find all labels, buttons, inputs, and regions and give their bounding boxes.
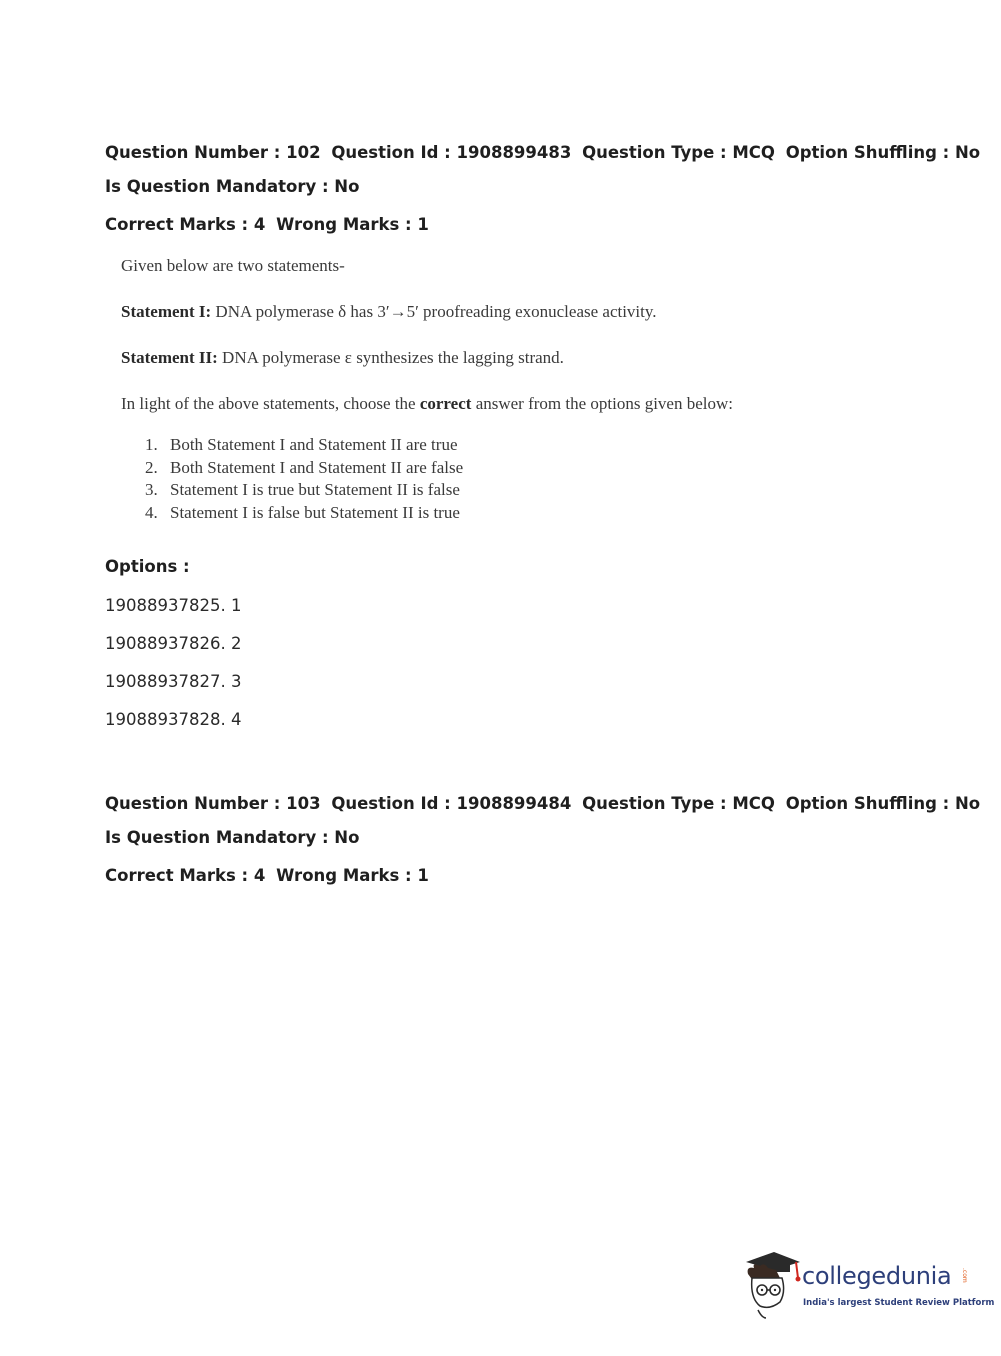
- question-103-header: [105, 793, 981, 887]
- question-number: Question Number : 103: [105, 794, 321, 813]
- options-heading: Options :: [105, 557, 190, 576]
- question-id: Question Id : 1908899483: [331, 143, 572, 162]
- statement-2-text: DNA polymerase ε synthesizes the lagging strand.: [222, 348, 564, 367]
- question-102-header: [105, 142, 981, 236]
- logo-tagline: India's largest Student Review Platform: [803, 1298, 995, 1308]
- question-type: Question Type : MCQ: [582, 143, 775, 162]
- choice-text: Statement I is false but Statement II is true: [170, 503, 460, 523]
- question-prompt: [121, 394, 733, 414]
- correct-marks: Correct Marks : 4: [105, 215, 266, 234]
- choice-item: [145, 434, 463, 457]
- statement-2-label: Statement II:: [121, 348, 218, 367]
- option-row: 19088937828. 4: [105, 710, 242, 729]
- logo-wordmark: collegedunia: [802, 1262, 952, 1290]
- question-meta-line: [105, 793, 981, 815]
- choice-number: 3.: [145, 480, 158, 500]
- option-row: 19088937827. 3: [105, 672, 242, 691]
- option-row: 19088937825. 1: [105, 596, 242, 615]
- choice-item: [145, 457, 463, 480]
- logo-suffix: .com: [961, 1268, 968, 1283]
- option-row: 19088937826. 2: [105, 634, 242, 653]
- choice-text: Statement I is true but Statement II is false: [170, 480, 460, 500]
- question-intro: Given below are two statements-: [121, 256, 345, 275]
- option-shuffling: Option Shuffling : No: [785, 794, 981, 813]
- question-mandatory: Is Question Mandatory : No: [105, 177, 360, 196]
- statement-2: [121, 348, 564, 368]
- collegedunia-logo[interactable]: [740, 1248, 995, 1320]
- statement-1: [121, 302, 657, 322]
- wrong-marks: Wrong Marks : 1: [276, 866, 429, 885]
- question-meta-line: [105, 142, 981, 164]
- prompt-bold: correct: [419, 394, 472, 413]
- choice-number: 2.: [145, 457, 158, 477]
- question-type: Question Type : MCQ: [582, 794, 775, 813]
- prompt-after: answer from the options given below:: [475, 394, 733, 413]
- choice-text: Both Statement I and Statement II are true: [170, 435, 458, 454]
- choice-number: 4.: [145, 503, 158, 523]
- mascot-icon: [740, 1248, 802, 1320]
- mandatory-line: [105, 827, 965, 849]
- choice-item: [145, 502, 463, 525]
- question-mandatory: Is Question Mandatory : No: [105, 828, 360, 847]
- marks-line: [105, 865, 965, 887]
- question-number: Question Number : 102: [105, 143, 321, 162]
- correct-marks: Correct Marks : 4: [105, 866, 266, 885]
- choice-item: [145, 479, 463, 502]
- statement-1-label: Statement I:: [121, 302, 212, 321]
- wrong-marks: Wrong Marks : 1: [276, 215, 429, 234]
- statement-1-text: DNA polymerase δ has 3′→5′ proofreading exonuclease activity.: [215, 302, 657, 321]
- choice-list: [145, 434, 463, 525]
- prompt-before: In light of the above statements, choose the: [121, 394, 416, 413]
- choice-text: Both Statement I and Statement II are false: [170, 457, 464, 477]
- question-id: Question Id : 1908899484: [331, 794, 572, 813]
- marks-line: [105, 214, 965, 236]
- question-body: [121, 256, 821, 536]
- mandatory-line: [105, 176, 965, 198]
- choice-number: 1.: [145, 435, 158, 454]
- option-shuffling: Option Shuffling : No: [785, 143, 981, 162]
